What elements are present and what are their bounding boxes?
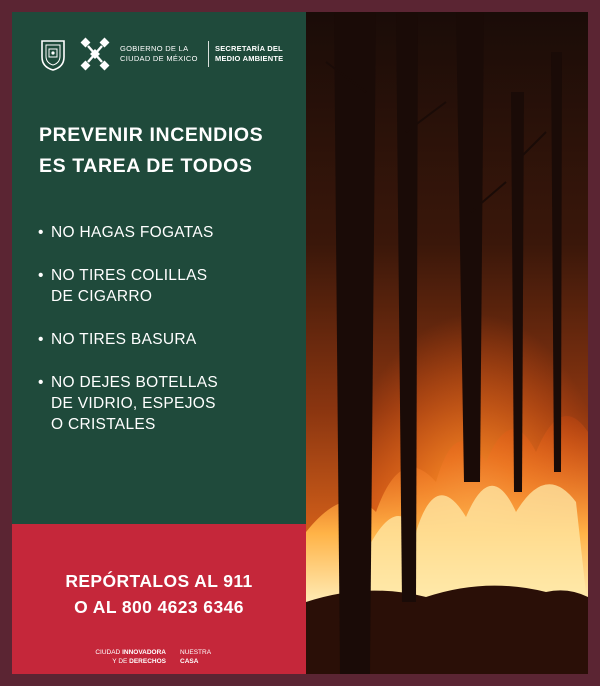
headline: PREVENIR INCENDIOS ES TAREA DE TODOS [39,124,264,177]
government-logos [38,34,287,74]
tip-item: • NO HAGAS FOGATAS [38,222,298,243]
cdmx-seal-icon [38,37,68,71]
forest-fire-photo [306,12,588,674]
secretariat-name: SECRETARÍA DEL MEDIO AMBIENTE [215,44,284,63]
tip-item: • NO DEJES BOTELLAS DE VIDRIO, ESPEJOS O CRISTALES [38,372,298,435]
logo-divider [208,41,209,67]
tip-item: • NO TIRES COLILLAS DE CIGARRO [38,265,298,307]
tip-item: • NO TIRES BASURA [38,329,298,350]
info-panel [12,12,306,524]
government-name: GOBIERNO DE LA CIUDAD DE MÉXICO [120,44,198,63]
prevention-tips [38,222,298,457]
poster [12,12,588,674]
report-panel [12,524,306,674]
cdmx-logo-icon [78,36,112,72]
forest-fire-illustration [306,12,588,674]
city-slogan: CIUDAD INNOVADORA Y DE DERECHOS NUESTRA CASA [95,649,212,665]
report-phone: REPÓRTALOS AL 911 O AL 800 4623 6346 [65,571,253,617]
